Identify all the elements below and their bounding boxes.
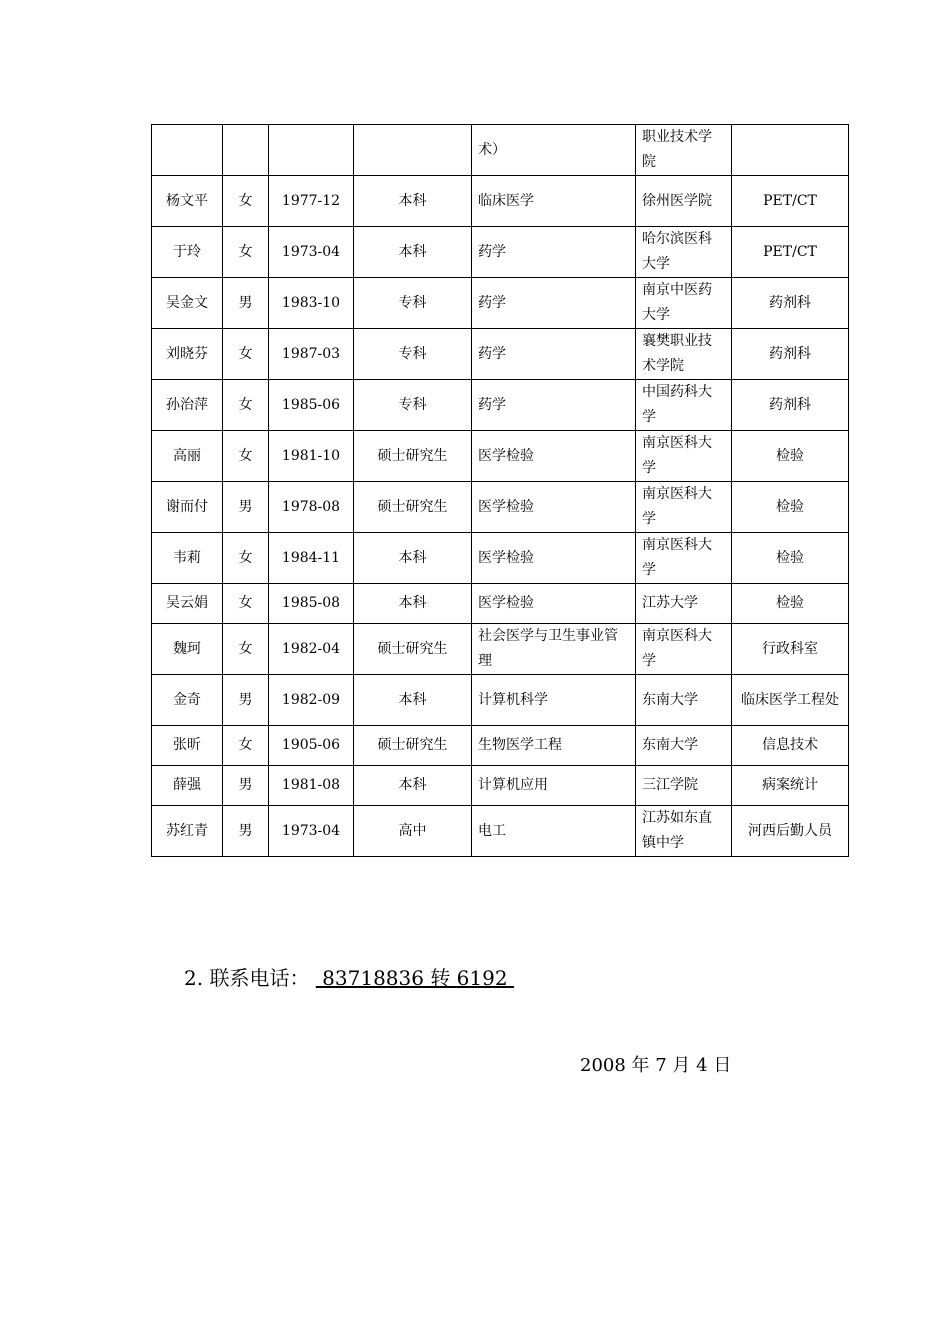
cell-gender xyxy=(223,125,269,176)
cell-name: 杨文平 xyxy=(152,176,223,227)
table-row xyxy=(152,482,849,533)
cell-name: 于玲 xyxy=(152,227,223,278)
cell-name: 张昕 xyxy=(152,726,223,766)
cell-birth-date: 1973-04 xyxy=(269,227,354,278)
cell-birth-date: 1985-08 xyxy=(269,584,354,624)
cell-school: 南京中医药大学 xyxy=(636,278,732,329)
cell-birth-date: 1905-06 xyxy=(269,726,354,766)
cell-major: 社会医学与卫生事业管理 xyxy=(472,624,636,675)
cell-birth-date: 1982-09 xyxy=(269,675,354,726)
cell-birth-date: 1977-12 xyxy=(269,176,354,227)
cell-department: 检验 xyxy=(732,431,849,482)
staff-table-body xyxy=(152,125,849,857)
cell-education: 硕士研究生 xyxy=(354,624,472,675)
table-row xyxy=(152,329,849,380)
cell-department: 行政科室 xyxy=(732,624,849,675)
cell-birth-date: 1985-06 xyxy=(269,380,354,431)
table-row xyxy=(152,227,849,278)
cell-department: 临床医学工程处 xyxy=(732,675,849,726)
cell-education: 专科 xyxy=(354,278,472,329)
cell-school: 襄樊职业技术学院 xyxy=(636,329,732,380)
cell-school: 江苏如东直镇中学 xyxy=(636,806,732,857)
cell-school: 南京医科大学 xyxy=(636,624,732,675)
cell-education: 本科 xyxy=(354,766,472,806)
cell-name xyxy=(152,125,223,176)
cell-education xyxy=(354,125,472,176)
contact-phone-value: 83718836 转 6192 xyxy=(322,966,508,990)
cell-education: 硕士研究生 xyxy=(354,482,472,533)
cell-gender: 女 xyxy=(223,431,269,482)
cell-major: 计算机应用 xyxy=(472,766,636,806)
cell-school: 中国药科大学 xyxy=(636,380,732,431)
cell-school: 南京医科大学 xyxy=(636,431,732,482)
cell-gender: 女 xyxy=(223,329,269,380)
cell-major: 计算机科学 xyxy=(472,675,636,726)
cell-department: 信息技术 xyxy=(732,726,849,766)
contact-label: 联系电话： xyxy=(209,966,310,990)
cell-education: 硕士研究生 xyxy=(354,431,472,482)
table-row xyxy=(152,675,849,726)
cell-name: 吴金文 xyxy=(152,278,223,329)
cell-major: 药学 xyxy=(472,227,636,278)
cell-major: 医学检验 xyxy=(472,482,636,533)
cell-department: 检验 xyxy=(732,533,849,584)
cell-major: 临床医学 xyxy=(472,176,636,227)
table-row xyxy=(152,125,849,176)
cell-gender: 女 xyxy=(223,176,269,227)
cell-education: 本科 xyxy=(354,227,472,278)
cell-education: 高中 xyxy=(354,806,472,857)
cell-school: 南京医科大学 xyxy=(636,482,732,533)
contact-phone xyxy=(316,966,514,990)
cell-department: 药剂科 xyxy=(732,380,849,431)
cell-major: 术） xyxy=(472,125,636,176)
table-row xyxy=(152,584,849,624)
cell-birth-date: 1981-10 xyxy=(269,431,354,482)
cell-gender: 男 xyxy=(223,675,269,726)
cell-school: 南京医科大学 xyxy=(636,533,732,584)
table-row xyxy=(152,806,849,857)
table-row xyxy=(152,533,849,584)
cell-school: 江苏大学 xyxy=(636,584,732,624)
cell-birth-date: 1978-08 xyxy=(269,482,354,533)
cell-birth-date: 1981-08 xyxy=(269,766,354,806)
cell-name: 魏珂 xyxy=(152,624,223,675)
cell-major: 药学 xyxy=(472,329,636,380)
staff-table xyxy=(151,124,849,857)
cell-major: 医学检验 xyxy=(472,431,636,482)
cell-education: 本科 xyxy=(354,533,472,584)
table-row xyxy=(152,624,849,675)
cell-birth-date xyxy=(269,125,354,176)
cell-birth-date: 1983-10 xyxy=(269,278,354,329)
cell-name: 薛强 xyxy=(152,766,223,806)
cell-gender: 女 xyxy=(223,533,269,584)
cell-department: 检验 xyxy=(732,584,849,624)
cell-major: 电工 xyxy=(472,806,636,857)
cell-school: 东南大学 xyxy=(636,726,732,766)
cell-name: 苏红青 xyxy=(152,806,223,857)
cell-gender: 男 xyxy=(223,482,269,533)
cell-education: 专科 xyxy=(354,329,472,380)
cell-department: 检验 xyxy=(732,482,849,533)
cell-school: 三江学院 xyxy=(636,766,732,806)
cell-education: 硕士研究生 xyxy=(354,726,472,766)
cell-gender: 女 xyxy=(223,726,269,766)
document-date: 2008 年 7 月 4 日 xyxy=(580,1055,732,1076)
cell-gender: 女 xyxy=(223,380,269,431)
cell-name: 孙治萍 xyxy=(152,380,223,431)
cell-birth-date: 1987-03 xyxy=(269,329,354,380)
cell-gender: 女 xyxy=(223,624,269,675)
cell-department: PET/CT xyxy=(732,227,849,278)
cell-department: 药剂科 xyxy=(732,329,849,380)
cell-birth-date: 1982-04 xyxy=(269,624,354,675)
cell-school: 哈尔滨医科大学 xyxy=(636,227,732,278)
table-row xyxy=(152,766,849,806)
cell-education: 本科 xyxy=(354,675,472,726)
cell-major: 药学 xyxy=(472,278,636,329)
table-row xyxy=(152,380,849,431)
cell-name: 韦莉 xyxy=(152,533,223,584)
table-row xyxy=(152,726,849,766)
cell-department: 药剂科 xyxy=(732,278,849,329)
contact-item-number: 2. xyxy=(184,966,204,990)
cell-gender: 女 xyxy=(223,227,269,278)
cell-name: 谢而付 xyxy=(152,482,223,533)
table-row xyxy=(152,278,849,329)
cell-school: 徐州医学院 xyxy=(636,176,732,227)
cell-birth-date: 1973-04 xyxy=(269,806,354,857)
cell-education: 本科 xyxy=(354,176,472,227)
contact-line xyxy=(178,962,514,991)
cell-major: 药学 xyxy=(472,380,636,431)
cell-school: 职业技术学院 xyxy=(636,125,732,176)
cell-education: 本科 xyxy=(354,584,472,624)
cell-gender: 女 xyxy=(223,584,269,624)
cell-department: 河西后勤人员 xyxy=(732,806,849,857)
cell-major: 医学检验 xyxy=(472,584,636,624)
cell-gender: 男 xyxy=(223,806,269,857)
cell-birth-date: 1984-11 xyxy=(269,533,354,584)
cell-gender: 男 xyxy=(223,278,269,329)
cell-school: 东南大学 xyxy=(636,675,732,726)
cell-education: 专科 xyxy=(354,380,472,431)
cell-name: 高丽 xyxy=(152,431,223,482)
table-row xyxy=(152,176,849,227)
cell-major: 生物医学工程 xyxy=(472,726,636,766)
table-row xyxy=(152,431,849,482)
cell-major: 医学检验 xyxy=(472,533,636,584)
cell-department: PET/CT xyxy=(732,176,849,227)
cell-gender: 男 xyxy=(223,766,269,806)
cell-name: 刘晓芬 xyxy=(152,329,223,380)
cell-name: 吴云娟 xyxy=(152,584,223,624)
cell-department: 病案统计 xyxy=(732,766,849,806)
cell-department xyxy=(732,125,849,176)
cell-name: 金奇 xyxy=(152,675,223,726)
